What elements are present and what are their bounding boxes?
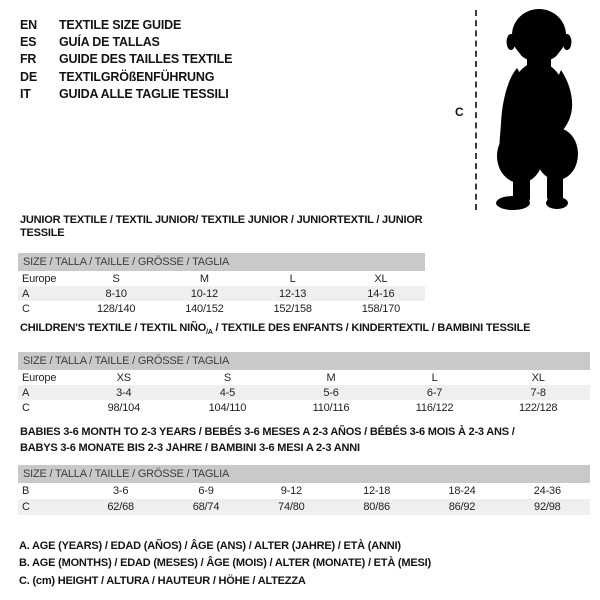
value-cell: 98/104	[107, 401, 141, 414]
table-row	[18, 400, 590, 415]
measure-dashed-line	[475, 10, 477, 210]
table-row	[18, 301, 425, 316]
junior-section-title: JUNIOR TEXTILE / TEXTIL JUNIOR/ TEXTILE JUNIOR / JUNIORTEXTIL / JUNIOR TESSILE	[20, 214, 423, 239]
children-size-table	[18, 370, 590, 415]
table-row	[18, 286, 425, 301]
language-row-it	[20, 86, 232, 103]
value-cell: S	[223, 371, 231, 384]
language-label: GUIDE DES TAILLES TEXTILE	[59, 52, 233, 67]
value-cell: S	[112, 272, 120, 285]
children-title-text: CHILDREN'S TEXTILE / TEXTIL NIÑO	[20, 322, 207, 334]
value-cell: 12-13	[279, 287, 307, 300]
size-header-bar: SIZE / TALLA / TAILLE / GRÖSSE / TAGLIA	[18, 253, 425, 271]
language-list	[20, 16, 232, 103]
height-measure-figure	[440, 0, 600, 220]
babies-section-title	[20, 424, 590, 456]
toddler-silhouette-icon	[487, 8, 587, 212]
table-row	[18, 385, 590, 400]
table-row	[18, 499, 590, 515]
babies-size-table	[18, 483, 590, 515]
language-label: GUÍA DE TALLAS	[59, 35, 160, 50]
language-code: EN	[20, 17, 37, 32]
value-cell: 6-7	[426, 386, 443, 399]
value-cell: 104/110	[208, 401, 247, 414]
language-code: DE	[20, 69, 37, 84]
value-cell: 92/98	[534, 501, 561, 513]
language-code: FR	[20, 52, 37, 67]
language-label: TEXTILE SIZE GUIDE	[59, 17, 182, 32]
language-row-de	[20, 68, 232, 85]
value-cell: 80/86	[363, 501, 390, 513]
value-cell: 122/128	[518, 401, 558, 414]
value-cell: L	[289, 272, 296, 285]
value-cell: 7-8	[530, 386, 546, 399]
value-cell: XS	[116, 371, 131, 384]
value-cell: 12-18	[363, 485, 391, 497]
size-header-bar: SIZE / TALLA / TAILLE / GRÖSSE / TAGLIA	[18, 352, 590, 370]
language-row-es	[20, 33, 232, 50]
junior-size-table	[18, 271, 425, 316]
value-cell: 152/158	[273, 302, 312, 315]
value-cell: 3-4	[116, 386, 132, 399]
language-label: GUIDA ALLE TAGLIE TESSILI	[59, 87, 229, 102]
size-header-bar: SIZE / TALLA / TAILLE / GRÖSSE / TAGLIA	[18, 465, 590, 483]
value-cell: 14-16	[367, 287, 395, 300]
value-cell: 68/74	[192, 501, 220, 513]
language-row-fr	[20, 51, 232, 68]
value-cell: 128/140	[96, 302, 136, 315]
value-cell: 158/170	[361, 302, 401, 315]
row-label-cell: C	[22, 501, 30, 513]
children-textile-section	[18, 322, 590, 415]
language-code: IT	[20, 87, 31, 102]
legend-line-c: C. (cm) HEIGHT / ALTURA / HAUTEUR / HÖHE / ALTEZZA	[19, 574, 306, 587]
value-cell: 4-5	[219, 386, 236, 399]
children-title-text: / TEXTILE DES ENFANTS / KINDERTEXTIL / BAMBINI TESSILE	[212, 322, 531, 334]
value-cell: 8-10	[105, 287, 127, 300]
table-row	[18, 483, 590, 499]
row-label-cell: Europe	[22, 272, 57, 285]
value-cell: 116/122	[415, 401, 454, 414]
value-cell: 3-6	[113, 485, 129, 497]
value-cell: 6-9	[198, 485, 214, 497]
value-cell: 9-12	[280, 485, 302, 497]
children-section-title	[20, 322, 590, 339]
measurement-legend	[19, 538, 431, 590]
row-label-cell: A	[22, 386, 30, 399]
table-row	[18, 271, 425, 286]
babies-title-line2: BABYS 3-6 MONATE BIS 2-3 JAHRE / BAMBINI 3-6 MESI A 2-3 ANNI	[20, 442, 360, 454]
value-cell: 140/152	[185, 302, 224, 315]
legend-line-a: A. AGE (YEARS) / EDAD (AÑOS) / ÂGE (ANS) / ALTER (JAHRE) / ETÀ (ANNI)	[19, 540, 401, 552]
value-cell: 18-24	[448, 485, 476, 497]
legend-line-b: B. AGE (MONTHS) / EDAD (MESES) / ÂGE (MOIS) / ALTER (MONATE) / ETÀ (MESI)	[19, 557, 431, 570]
language-code: ES	[20, 35, 37, 50]
value-cell: 110/116	[312, 401, 350, 414]
language-row-en	[20, 16, 232, 33]
children-title-subscript: /A	[206, 329, 213, 337]
row-label-cell: B	[22, 485, 30, 497]
value-cell: 62/68	[107, 501, 134, 513]
value-cell: XL	[531, 371, 545, 384]
value-cell: 24-36	[533, 485, 561, 497]
row-label-cell: C	[22, 401, 30, 414]
value-cell: 10-12	[190, 287, 218, 300]
value-cell: M	[199, 272, 209, 285]
value-cell: 86/92	[448, 501, 476, 513]
row-label-cell: Europe	[22, 371, 57, 384]
babies-title-line1: BABIES 3-6 MONTH TO 2-3 YEARS / BEBÉS 3-6 MESES A 2-3 AÑOS / BÉBÉS 3-6 MOIS À 2-3 ANS /	[20, 426, 515, 438]
row-label-cell: A	[22, 287, 30, 300]
value-cell: 5-6	[323, 386, 339, 399]
value-cell: XL	[374, 272, 388, 285]
row-label-cell: C	[22, 302, 30, 315]
value-cell: L	[431, 371, 438, 384]
value-cell: 74/80	[278, 501, 305, 513]
height-measure-label: C	[455, 105, 464, 119]
table-row	[18, 370, 590, 385]
babies-textile-section	[18, 424, 590, 515]
language-label: TEXTILGRÖßENFÜHRUNG	[59, 69, 215, 84]
junior-textile-section	[18, 214, 425, 316]
value-cell: M	[326, 371, 336, 384]
